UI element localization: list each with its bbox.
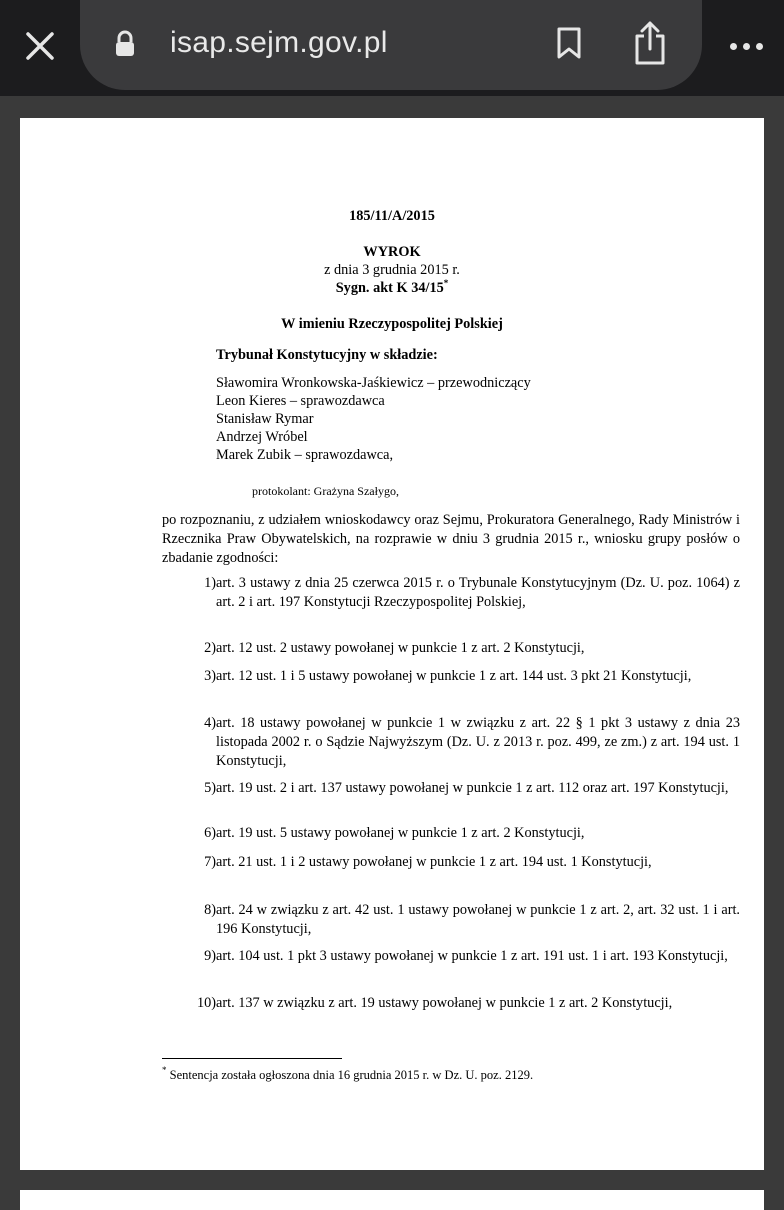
list-item-number: 1) bbox=[204, 575, 216, 591]
footnote-divider bbox=[162, 1058, 342, 1059]
more-button[interactable] bbox=[724, 32, 768, 60]
list-item-number: 7) bbox=[204, 854, 216, 870]
list-item-number: 4) bbox=[204, 715, 216, 731]
judges-list bbox=[216, 374, 531, 464]
list-item-number: 5) bbox=[204, 780, 216, 796]
case-signature-text: Sygn. akt K 34/15 bbox=[335, 280, 444, 296]
judge-name: Sławomira Wronkowska-Jaśkiewicz – przewodniczący bbox=[216, 375, 531, 391]
share-icon[interactable] bbox=[632, 20, 668, 66]
lock-icon bbox=[114, 30, 136, 58]
list-item-text: art. 3 ustawy z dnia 25 czerwca 2015 r. o Trybunale Konstytucyjnym (Dz. U. poz. 1064) z art. 2 i art. 197 Konstytucji Rzeczypospolitej Polskiej, bbox=[216, 575, 740, 610]
next-page-edge bbox=[20, 1190, 764, 1210]
list-item-text: art. 104 ust. 1 pkt 3 ustawy powołanej w punkcie 1 z art. 191 ust. 1 i art. 193 Konstytucji, bbox=[216, 948, 728, 964]
judge-name: Leon Kieres – sprawozdawca bbox=[216, 393, 385, 409]
judgment-heading: WYROK bbox=[363, 244, 421, 260]
footnote bbox=[162, 1066, 533, 1085]
document-page bbox=[20, 118, 764, 1170]
list-item-number: 9) bbox=[204, 948, 216, 964]
case-signature bbox=[20, 279, 764, 298]
more-dot bbox=[756, 43, 763, 50]
judge-name: Stanisław Rymar bbox=[216, 411, 314, 427]
document-ref: 185/11/A/2015 bbox=[349, 208, 435, 224]
footnote-mark: * bbox=[162, 1065, 167, 1075]
address-bar[interactable] bbox=[80, 0, 702, 90]
url-text: isap.sejm.gov.pl bbox=[170, 26, 388, 59]
list-item-number: 8) bbox=[204, 902, 216, 918]
judge-name: Marek Zubik – sprawozdawca, bbox=[216, 447, 394, 463]
judgment-date: z dnia 3 grudnia 2015 r. bbox=[324, 262, 460, 278]
list-item-text: art. 137 w związku z art. 19 ustawy powołanej w punkcie 1 z art. 2 Konstytucji, bbox=[216, 995, 673, 1011]
list-item-text: art. 21 ust. 1 i 2 ustawy powołanej w punkcie 1 z art. 194 ust. 1 Konstytucji, bbox=[216, 854, 652, 870]
bookmark-icon[interactable] bbox=[556, 26, 582, 60]
more-icon bbox=[730, 43, 737, 50]
list-item-text: art. 24 w związku z art. 42 ust. 1 ustawy powołanej w punkcie 1 z art. 2, art. 32 ust. 1 i art. 196 Konstytucji, bbox=[216, 902, 740, 937]
list-item-number: 6) bbox=[204, 825, 216, 841]
list-item-number: 2) bbox=[204, 640, 216, 656]
browser-toolbar bbox=[0, 0, 784, 96]
list-item-text: art. 12 ust. 2 ustawy powołanej w punkcie 1 z art. 2 Konstytucji, bbox=[216, 640, 585, 656]
list-item-text: art. 19 ust. 2 i art. 137 ustawy powołanej w punkcie 1 z art. 112 oraz art. 197 Konstytucji, bbox=[216, 780, 729, 796]
footnote-mark: * bbox=[443, 278, 449, 288]
list-item-text: art. 12 ust. 1 i 5 ustawy powołanej w punkcie 1 z art. 144 ust. 3 pkt 21 Konstytucji, bbox=[216, 668, 692, 684]
list-item-text: art. 19 ust. 5 ustawy powołanej w punkcie 1 z art. 2 Konstytucji, bbox=[216, 825, 585, 841]
close-icon bbox=[25, 31, 55, 61]
in-name-line: W imieniu Rzeczypospolitej Polskiej bbox=[281, 316, 503, 332]
more-dot bbox=[743, 43, 750, 50]
list-item-number: 10) bbox=[196, 995, 216, 1011]
list-item-text: art. 18 ustawy powołanej w punkcie 1 w związku z art. 22 § 1 pkt 3 ustawy z dnia 23 listopada 2002 r. o Sądzie Najwyższym (Dz. U. z 2013 r. poz. 499, ze zm.) z art. 194 ust. 1 Konstytucji, bbox=[216, 715, 740, 769]
footnote-text: Sentencja została ogłoszona dnia 16 grudnia 2015 r. w Dz. U. poz. 2129. bbox=[169, 1068, 534, 1082]
list-item-number: 3) bbox=[204, 668, 216, 684]
intro-paragraph: po rozpoznaniu, z udziałem wnioskodawcy oraz Sejmu, Prokuratora Generalnego, Rady Ministrów i Rzecznika Praw Obywatelskich, na rozprawie w dniu 3 grudnia 2015 r., wniosku grupy posłów o zbadanie zgodności: bbox=[162, 512, 740, 566]
composition-label: Trybunał Konstytucyjny w składzie: bbox=[216, 347, 438, 363]
judge-name: Andrzej Wróbel bbox=[216, 429, 308, 445]
clerk-line: protokolant: Grażyna Szałygo, bbox=[252, 484, 399, 498]
close-button[interactable] bbox=[18, 24, 62, 68]
